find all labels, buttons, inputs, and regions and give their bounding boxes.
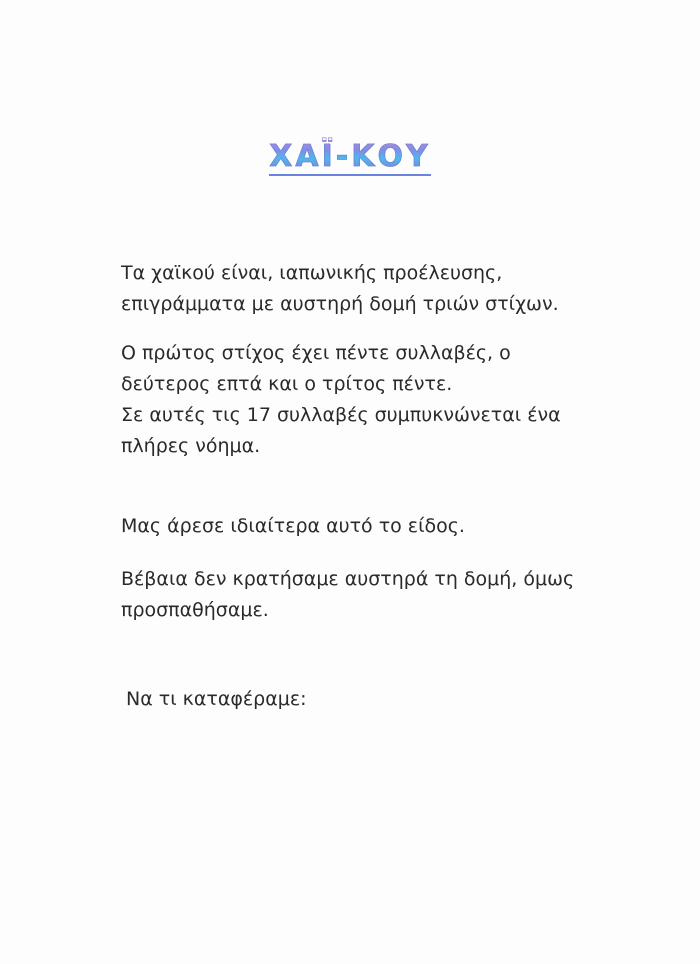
- intro-paragraph: [121, 258, 681, 320]
- title-container: [0, 140, 700, 176]
- syllables-paragraph: [121, 338, 681, 462]
- text-line: πλήρες νόημα.: [121, 435, 261, 457]
- text-line: Τα χαϊκού είναι, ιαπωνικής προέλευσης,: [121, 262, 503, 284]
- text-line: Ο πρώτος στίχος έχει πέντε συλλαβές, ο: [121, 342, 511, 364]
- text-line: επιγράμματα με αυστηρή δομή τριών στίχων.: [121, 293, 559, 315]
- text-line: Σε αυτές τις 17 συλλαβές συμπυκνώνεται ένα: [121, 404, 561, 426]
- text-line: Βέβαια δεν κρατήσαμε αυστηρά τη δομή, όμως: [121, 568, 575, 590]
- page-title: ΧΑΪ-ΚΟΥ: [269, 139, 431, 174]
- structure-paragraph: [121, 564, 681, 626]
- liked-paragraph: [121, 511, 681, 542]
- text-line: προσπαθήσαμε.: [121, 599, 269, 621]
- closing-paragraph: [126, 684, 686, 715]
- text-line: Να τι καταφέραμε:: [126, 688, 307, 710]
- text-line: δεύτερος επτά και ο τρίτος πέντε.: [121, 373, 453, 395]
- text-line: Μας άρεσε ιδιαίτερα αυτό το είδος.: [121, 515, 465, 537]
